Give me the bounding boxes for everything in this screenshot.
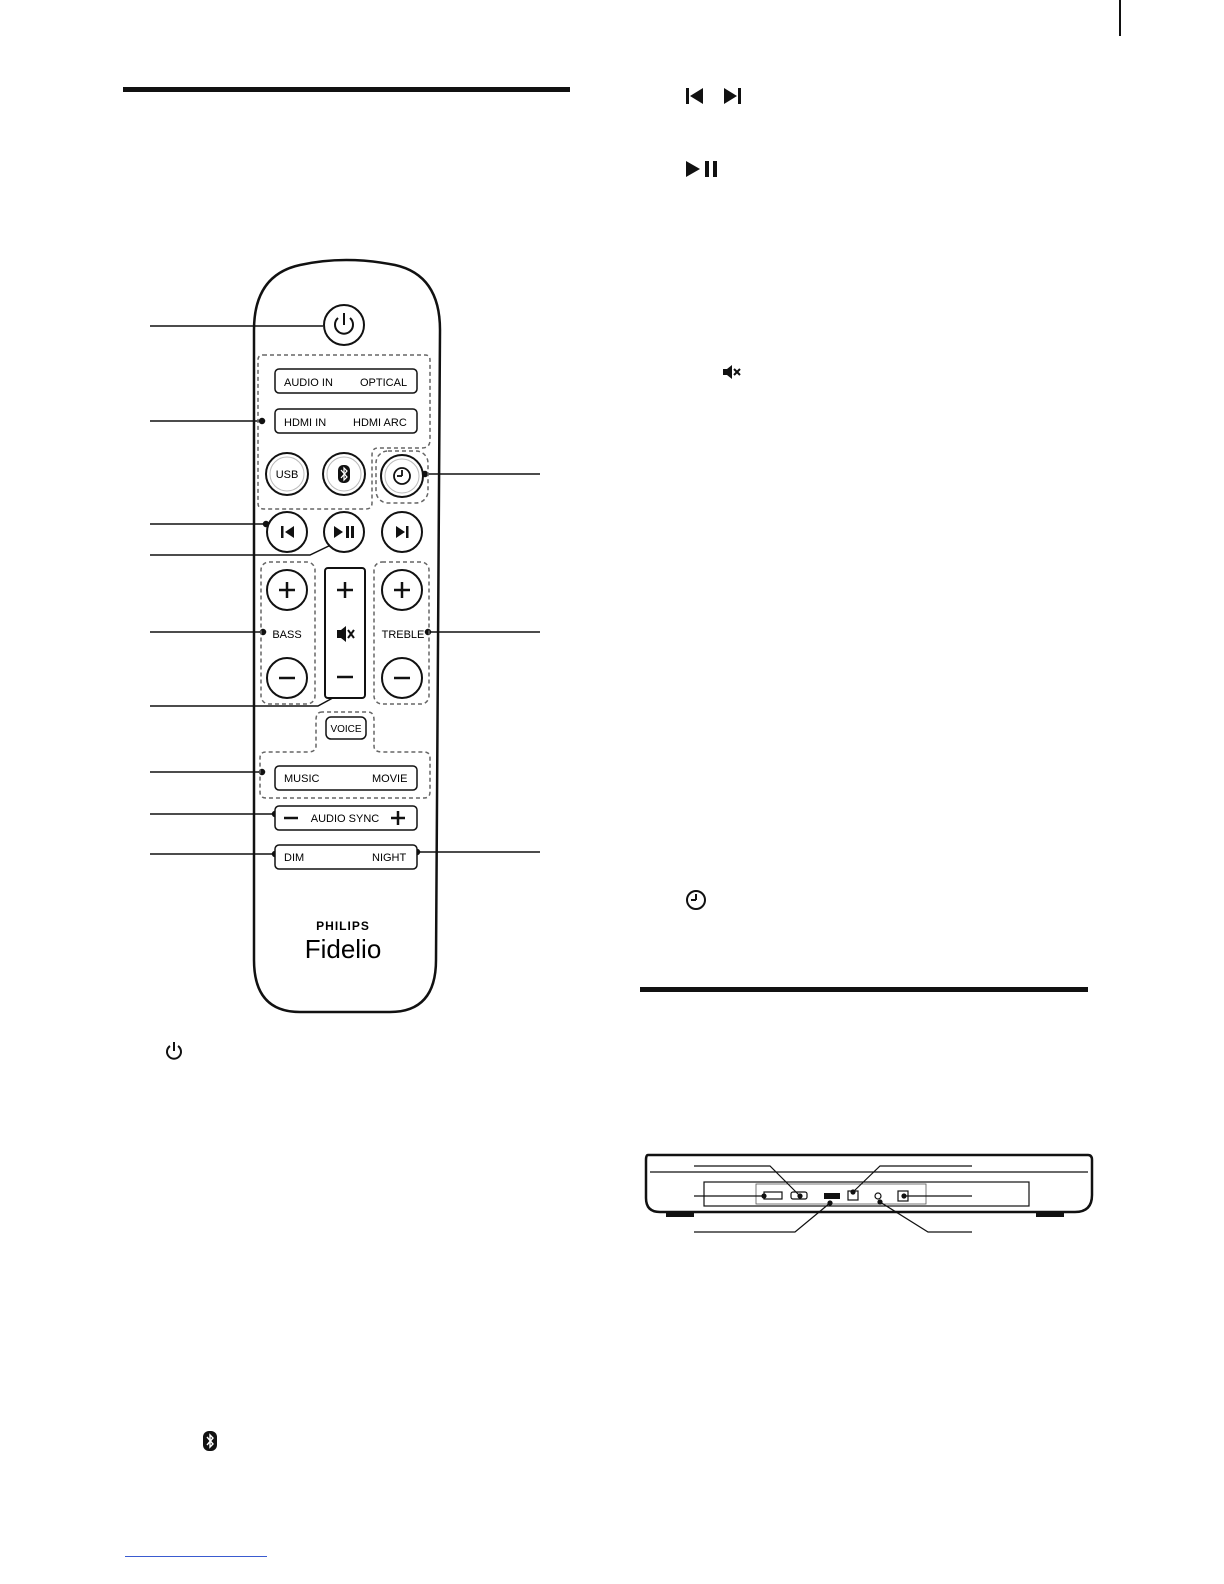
music-label: MUSIC bbox=[284, 773, 320, 785]
margin-line bbox=[1119, 0, 1121, 36]
skip-previous-icon bbox=[684, 86, 706, 106]
treble-label: TREBLE bbox=[381, 629, 425, 641]
section-rule-left bbox=[123, 87, 570, 92]
skip-next-icon bbox=[722, 86, 744, 106]
mute-icon bbox=[722, 363, 742, 381]
usb-label: USB bbox=[275, 469, 299, 481]
night-label: NIGHT bbox=[372, 852, 407, 864]
model-logo: Fidelio bbox=[304, 934, 382, 964]
audio-sync-label: AUDIO SYNC bbox=[310, 813, 380, 825]
section-rule-right bbox=[640, 987, 1088, 992]
soundbar-rear-panel bbox=[640, 1150, 1100, 1240]
dim-label: DIM bbox=[284, 852, 305, 864]
remote-control-illustration bbox=[140, 250, 550, 1020]
bluetooth-icon bbox=[203, 1431, 217, 1451]
play-pause-icon bbox=[684, 159, 722, 179]
optical-label: OPTICAL bbox=[360, 377, 408, 389]
audio-in-label: AUDIO IN bbox=[284, 377, 333, 389]
hdmi-arc-label: HDMI ARC bbox=[353, 417, 407, 429]
footnote-rule bbox=[125, 1556, 267, 1557]
power-icon bbox=[164, 1040, 184, 1062]
brand-logo: PHILIPS bbox=[316, 919, 370, 933]
movie-label: MOVIE bbox=[372, 773, 408, 785]
voice-label: VOICE bbox=[330, 724, 362, 735]
clock-icon bbox=[685, 889, 707, 911]
hdmi-in-label: HDMI IN bbox=[284, 417, 327, 429]
bass-label: BASS bbox=[272, 629, 302, 641]
